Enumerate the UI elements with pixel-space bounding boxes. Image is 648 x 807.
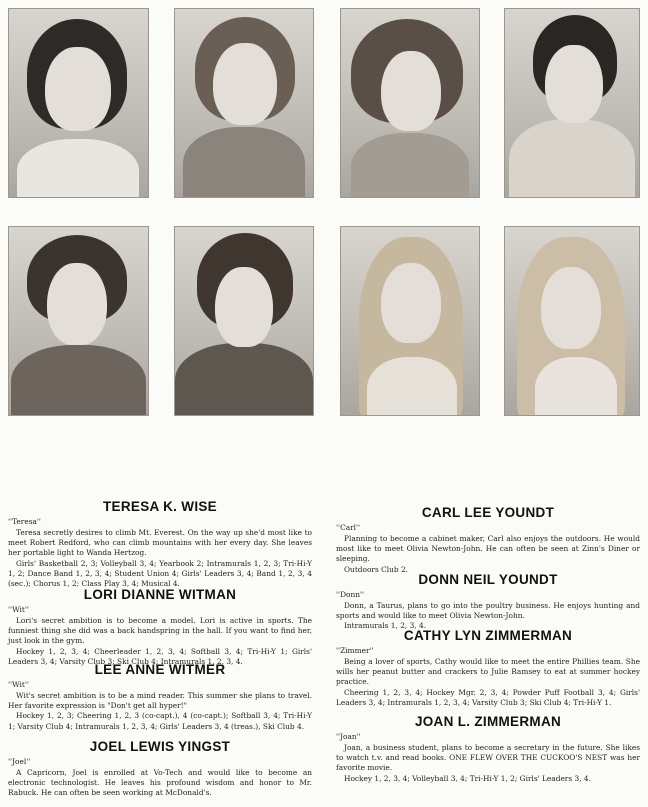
portrait-lori-witman (174, 8, 314, 198)
senior-name: JOEL LEWIS YINGST (89, 739, 231, 754)
bio: Donn, a Taurus, plans to go into the poultry business. He enjoys hunting and sports and would like to meet Olivia Newton-John. (336, 601, 640, 621)
portrait-lee-witmer (340, 8, 480, 198)
senior-name: LEE ANNE WITMER (94, 662, 226, 677)
senior-name: JOAN L. ZIMMERMAN (414, 714, 562, 729)
portrait-joel-yingst (504, 8, 640, 198)
portrait-carl-youndt (8, 226, 149, 416)
entry-joel-yingst (8, 738, 312, 799)
entry-lori-witman (8, 586, 312, 667)
activities: Hockey 1, 2, 3, 4; Volleyball 3, 4; Tri-Hi-Y 1, 2; Girls' Leaders 3, 4. (344, 773, 591, 783)
activities: Cheering 1, 2, 3, 4; Hockey Mgr. 2, 3, 4; Powder Puff Football 3, 4; Girls' Leaders 3, 4; Intramurals 1, 2, 3, 4; Varsity Club 3; Ski Club 4; Tri-Hi-Y 1. (336, 687, 640, 707)
entry-teresa-wise (8, 498, 312, 589)
senior-name: DONN NEIL YOUNDT (418, 572, 558, 587)
activities: Intramurals 1, 2, 3, 4. (344, 621, 427, 631)
bio: Wit's secret ambition is to be a mind reader. This summer she plans to travel. Her favorite expression is "Don't get all hyper!" (8, 691, 312, 711)
nickname: ''Joan'' (336, 732, 361, 741)
entry-joan-zimmerman (336, 713, 640, 784)
activities: Hockey 1, 2, 3, 4; Cheerleader 1, 2, 3, 4; Softball 3, 4; Tri-Hi-Y 1; Girls' Leaders 3, 4; Varsity Club 3; Ski Club 4; Intramurals 1, 2, 3, 4. (8, 646, 312, 666)
bio: A Capricorn, Joel is enrolled at Vo-Tech and would like to become an electronic technologist. He leaves his profound wisdom and honor to Mr. Rabuck. He can often be seen working at McDonald's. (8, 768, 312, 798)
senior-name: CATHY LYN ZIMMERMAN (403, 628, 573, 643)
entry-lee-witmer (8, 661, 312, 732)
nickname: ''Joel'' (8, 757, 31, 766)
nickname: ''Teresa'' (8, 517, 41, 526)
entry-carl-youndt (336, 504, 640, 575)
entry-donn-youndt (336, 571, 640, 632)
bio: Joan, a business student, plans to become a secretary in the future. She likes to watch t.v. and read books. ONE FLEW OVER THE CUCKOO'S NEST was her favorite movie. (336, 743, 640, 773)
portrait-joan-zimmerman (504, 226, 640, 416)
activities: Hockey 1, 2, 3; Cheering 1, 2, 3 (co-capt.), 4 (co-capt.); Softball 3, 4; Tri-Hi-Y 1; Varsity Club 4; Intramurals 1, 2, 3, 4; Girls' Leaders 3, 4 (treas.), Ski Club 4. (8, 711, 312, 731)
bio: Being a lover of sports, Cathy would like to meet the entire Phillies team. She wills her peanut butter and crackers to Julie Ramsey to eat at summer hockey practice. (336, 657, 640, 687)
senior-name: CARL LEE YOUNDT (421, 505, 555, 520)
bio: Teresa secretly desires to climb Mt. Everest. On the way up she'd most like to meet Robert Redford, who can climb mountains with her every day. She leaves her portable light to Wanda Hertzog. (8, 528, 312, 558)
portrait-donn-youndt (174, 226, 314, 416)
portrait-teresa-wise (8, 8, 149, 198)
bio: Lori's secret ambition is to become a model. Lori is active in sports. The funniest thing she did was a back handspring in the hall. If you want to find her, just look in the gym. (8, 616, 312, 646)
nickname: ''Wit'' (8, 605, 29, 614)
bio: Planning to become a cabinet maker, Carl also enjoys the outdoors. He would most like to meet Olivia Newton-John. He can often be seen at Zinn's Diner or sleeping. (336, 534, 640, 564)
portrait-cathy-zimmerman (340, 226, 480, 416)
activities: Girls' Basketball 2, 3; Volleyball 3, 4; Yearbook 2; Intramurals 1, 2, 3; Tri-Hi-Y 1, 2; Dance Band 1, 2, 3, 4; Student Union 4; Girls' Leaders 3, 4; Band 1, 2, 3, 4 (sec.); Chorus 1, 2; Class Play 3, 4; Musical 4. (8, 558, 312, 589)
activities: Outdoors Club 2. (344, 564, 409, 574)
senior-name: TERESA K. WISE (103, 499, 217, 514)
entry-cathy-zimmerman (336, 627, 640, 708)
senior-name: LORI DIANNE WITMAN (83, 587, 237, 602)
nickname: ''Zimmer'' (336, 646, 374, 655)
nickname: ''Donn'' (336, 590, 365, 599)
nickname: ''Carl'' (336, 523, 361, 532)
nickname: ''Wit'' (8, 680, 29, 689)
